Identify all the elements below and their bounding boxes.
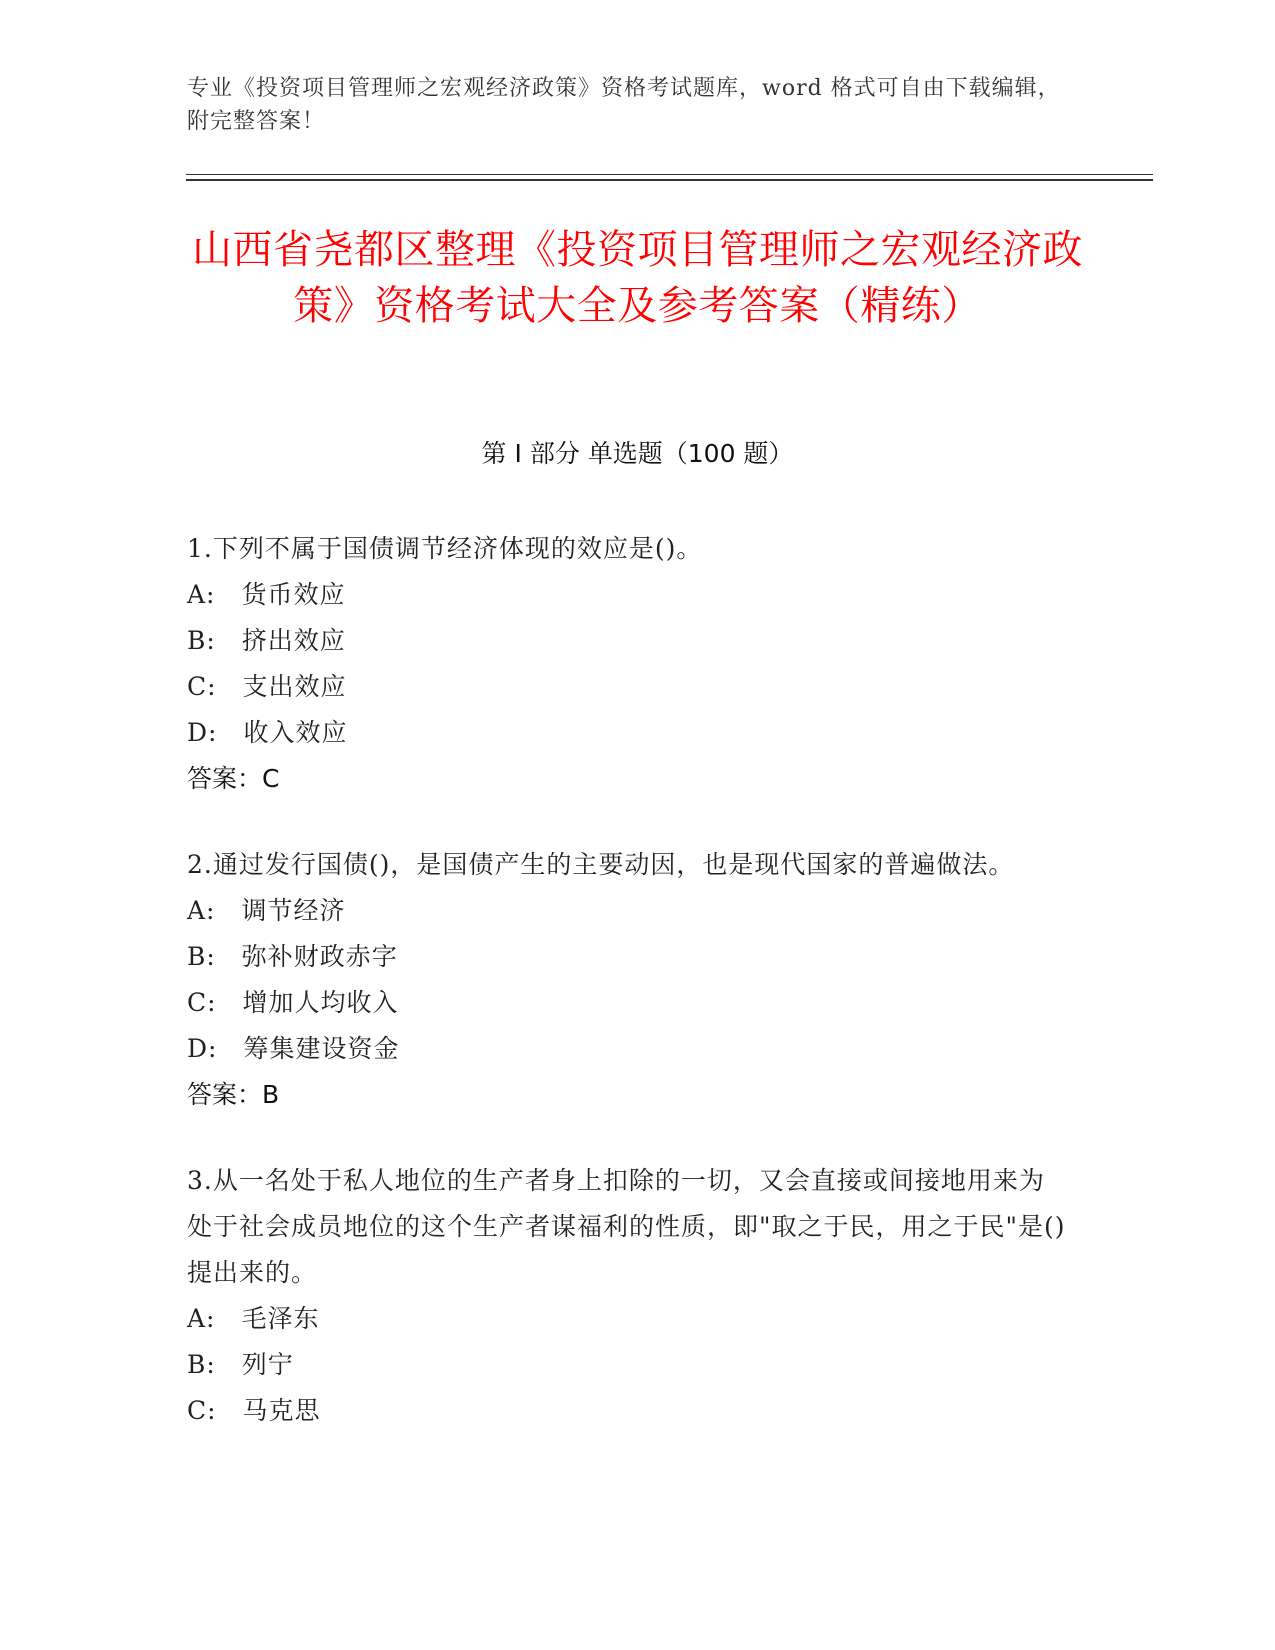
option-b: B: 挤出效应 (187, 626, 346, 655)
question-2 (187, 842, 1067, 1118)
option-a: A: 货币效应 (187, 580, 346, 609)
question-answer: 答案：B (187, 1080, 280, 1109)
section-title: 第 I 部分 单选题（100 题） (481, 439, 794, 468)
document-title: 山西省尧都区整理《投资项目管理师之宏观经济政策》资格考试大全及参考答案（精练） (192, 227, 1083, 329)
option-b: B: 列宁 (187, 1350, 294, 1379)
question-list (187, 526, 1067, 1474)
question-stem: 2.通过发行国债()，是国债产生的主要动因，也是现代国家的普遍做法。 (187, 850, 1015, 879)
question-answer: 答案：C (187, 764, 280, 793)
option-b: B: 弥补财政赤字 (187, 942, 398, 971)
header-note: 专业《投资项目管理师之宏观经济政策》资格考试题库，word 格式可自由下载编辑，附完整答案！ (187, 76, 1061, 134)
question-stem: 1.下列不属于国债调节经济体现的效应是()。 (187, 534, 703, 563)
option-d: D: 筹集建设资金 (187, 1034, 400, 1063)
option-c: C: 马克思 (187, 1396, 321, 1425)
question-3 (187, 1158, 1067, 1434)
question-1 (187, 526, 1067, 802)
question-stem: 3.从一名处于私人地位的生产者身上扣除的一切，又会直接或间接地用来为处于社会成员地位的这个生产者谋福利的性质，即"取之于民，用之于民"是()提出来的。 (187, 1166, 1066, 1287)
header-divider-thick (186, 179, 1153, 181)
option-a: A: 调节经济 (187, 896, 346, 925)
option-c: C: 增加人均收入 (187, 988, 399, 1017)
option-d: D: 收入效应 (187, 718, 348, 747)
header-divider-thin (186, 174, 1153, 175)
option-c: C: 支出效应 (187, 672, 347, 701)
option-a: A: 毛泽东 (187, 1304, 320, 1333)
